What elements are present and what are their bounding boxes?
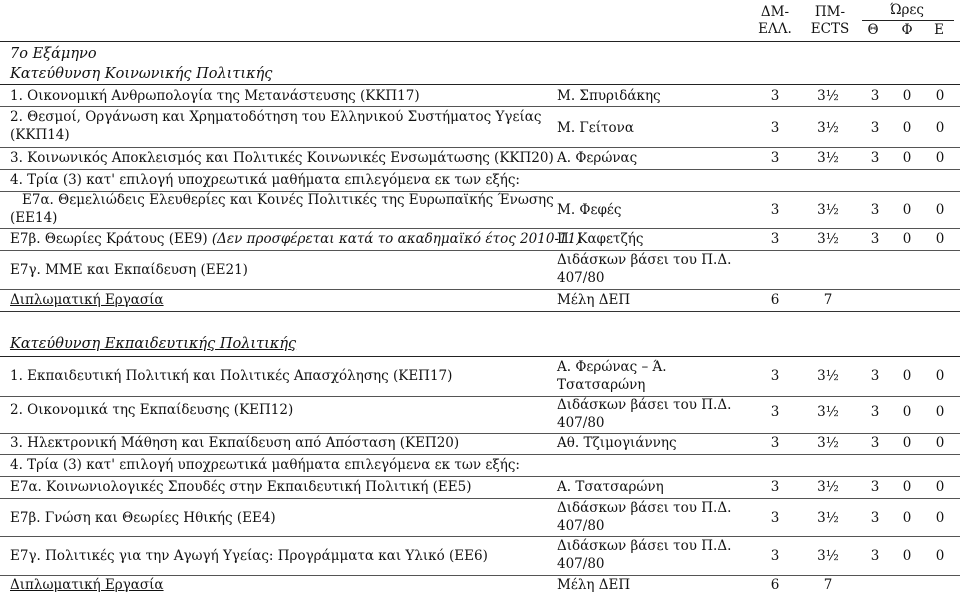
table-row-thesis xyxy=(0,576,960,596)
header-hours-rule xyxy=(862,20,954,21)
course-name: 1. Εκπαιδευτική Πολιτική και Πολιτικές Απασχόλησης (ΚΕΠ17) xyxy=(10,368,453,384)
theta-value: 3 xyxy=(870,435,880,451)
phi-value: 0 xyxy=(902,368,912,384)
pm-value: 7 xyxy=(823,292,833,308)
dm-value: 3 xyxy=(770,368,780,384)
pm-value: 3½ xyxy=(817,368,839,384)
course-name xyxy=(10,231,581,248)
pm-value: 3½ xyxy=(817,510,839,526)
header-e: Ε xyxy=(934,22,944,38)
header-theta: Θ xyxy=(867,22,879,38)
course-name: 4. Τρία (3) κατ' επιλογή υποχρεωτικά μαθήματα επιλεγόμενα εκ των εξής: xyxy=(10,457,520,473)
semester-title: 7ο Εξάμηνο xyxy=(10,46,97,62)
teacher-name-line2: 407/80 xyxy=(557,556,605,572)
phi-value: 0 xyxy=(902,548,912,564)
dm-value: 3 xyxy=(770,435,780,451)
teacher-name: Α. Φερώνας xyxy=(557,150,638,166)
teacher-name: Π. Καφετζής xyxy=(557,231,644,247)
e-value: 0 xyxy=(935,510,945,526)
theta-value: 3 xyxy=(870,479,880,495)
dm-value: 3 xyxy=(770,120,780,136)
divider xyxy=(0,84,960,85)
course-name: Ε7β. Γνώση και Θεωρίες Ηθικής (ΕΕ4) xyxy=(10,510,276,526)
table-row xyxy=(0,537,960,576)
theta-value: 3 xyxy=(870,88,880,104)
theta-value: 3 xyxy=(870,150,880,166)
dm-value: 3 xyxy=(770,510,780,526)
e-value: 0 xyxy=(935,368,945,384)
course-name: 3. Κοινωνικός Αποκλεισμός και Πολιτικές Κοινωνικές Ενσωμάτωσης (ΚΚΠ20) xyxy=(10,150,554,166)
teacher-name-line1: Διδάσκων βάσει του Π.Δ. xyxy=(557,252,732,268)
theta-value: 3 xyxy=(870,510,880,526)
table-row xyxy=(0,358,960,397)
course-name: Ε7γ. ΜΜΕ και Εκπαίδευση (ΕΕ21) xyxy=(10,262,248,278)
header-pm xyxy=(805,4,855,38)
course-name: 3. Ηλεκτρονική Μάθηση και Εκπαίδευση από Απόσταση (ΚΕΠ20) xyxy=(10,435,460,451)
e-value: 0 xyxy=(935,202,945,218)
table-row xyxy=(0,397,960,434)
table-row xyxy=(0,86,960,107)
table-row xyxy=(0,434,960,455)
course-name-line1: Ε7α. Θεμελιώδεις Ελευθερίες και Κοινές Πολιτικές της Ευρωπαϊκής Ένωσης xyxy=(22,192,554,208)
dm-value: 6 xyxy=(770,292,780,308)
teacher-name: Μ. Γείτονα xyxy=(557,120,634,136)
course-name: Ε7γ. Πολιτικές για την Αγωγή Υγείας: Προγράμματα και Υλικό (ΕΕ6) xyxy=(10,548,488,564)
course-title: Ε7β. Θεωρίες Κράτους (ΕΕ9) xyxy=(10,231,208,247)
table-row xyxy=(0,499,960,537)
teacher-name: Α. Τσατσαρώνη xyxy=(557,479,664,495)
e-value: 0 xyxy=(935,150,945,166)
course-name-line2: (ΕΕ14) xyxy=(10,210,58,226)
teacher-name-line1: Α. Φερώνας – Ά. xyxy=(557,359,667,375)
pm-value: 3½ xyxy=(817,88,839,104)
theta-value: 3 xyxy=(870,202,880,218)
dm-value: 3 xyxy=(770,404,780,420)
table-row xyxy=(0,229,960,251)
e-value: 0 xyxy=(935,548,945,564)
course-name-line1: 2. Θεσμοί, Οργάνωση και Χρηματοδότηση του Ελληνικού Συστήματος Υγείας xyxy=(10,109,542,125)
teacher-name: Αθ. Τζιμογιάννης xyxy=(557,435,677,451)
e-value: 0 xyxy=(935,404,945,420)
header-dm-line2: ΕΛΛ. xyxy=(758,21,792,37)
teacher-name: Μ. Φεφές xyxy=(557,202,622,218)
teacher-name-line2: 407/80 xyxy=(557,415,605,431)
theta-value: 3 xyxy=(870,548,880,564)
dm-value: 3 xyxy=(770,202,780,218)
course-note: (Δεν προσφέρεται κατά το ακαδημαϊκό έτος 2010-11) xyxy=(211,231,582,247)
course-name: 4. Τρία (3) κατ' επιλογή υποχρεωτικά μαθήματα επιλεγόμενα εκ των εξής: xyxy=(10,172,520,188)
track1-title: Κατεύθυνση Κοινωνικής Πολιτικής xyxy=(10,66,273,82)
phi-value: 0 xyxy=(902,120,912,136)
teacher-name-line2: 407/80 xyxy=(557,518,605,534)
phi-value: 0 xyxy=(902,479,912,495)
header-pm-line2: ECTS xyxy=(810,21,850,37)
pm-value: 3½ xyxy=(817,404,839,420)
course-name: Διπλωματική Εργασία xyxy=(10,292,164,308)
dm-value: 6 xyxy=(770,577,780,593)
theta-value: 3 xyxy=(870,404,880,420)
e-value: 0 xyxy=(935,231,945,247)
table-row xyxy=(0,148,960,170)
table-header xyxy=(0,0,960,42)
theta-value: 3 xyxy=(870,120,880,136)
divider xyxy=(0,356,960,357)
phi-value: 0 xyxy=(902,150,912,166)
phi-value: 0 xyxy=(902,231,912,247)
pm-value: 3½ xyxy=(817,120,839,136)
table-row xyxy=(0,192,960,229)
course-name: Διπλωματική Εργασία xyxy=(10,577,164,593)
phi-value: 0 xyxy=(902,404,912,420)
table-row xyxy=(0,170,960,192)
phi-value: 0 xyxy=(902,435,912,451)
table-row-thesis xyxy=(0,290,960,312)
course-name: Ε7α. Κοινωνιολογικές Σπουδές στην Εκπαιδευτική Πολιτική (ΕΕ5) xyxy=(10,479,472,495)
header-dm-line1: ΔΜ- xyxy=(760,4,790,20)
phi-value: 0 xyxy=(902,510,912,526)
e-value: 0 xyxy=(935,435,945,451)
pm-value: 3½ xyxy=(817,435,839,451)
pm-value: 3½ xyxy=(817,231,839,247)
theta-value: 3 xyxy=(870,231,880,247)
phi-value: 0 xyxy=(902,202,912,218)
header-dm xyxy=(750,4,800,38)
e-value: 0 xyxy=(935,88,945,104)
table-row xyxy=(0,477,960,499)
dm-value: 3 xyxy=(770,479,780,495)
header-rule xyxy=(0,41,960,42)
dm-value: 3 xyxy=(770,88,780,104)
teacher-name-line2: 407/80 xyxy=(557,270,605,286)
dm-value: 3 xyxy=(770,548,780,564)
phi-value: 0 xyxy=(902,88,912,104)
pm-value: 3½ xyxy=(817,150,839,166)
course-name: 1. Οικονομική Ανθρωπολογία της Μετανάστευσης (ΚΚΠ17) xyxy=(10,88,420,104)
teacher-name-line1: Διδάσκων βάσει του Π.Δ. xyxy=(557,397,732,413)
e-value: 0 xyxy=(935,120,945,136)
dm-value: 3 xyxy=(770,231,780,247)
teacher-name: Μ. Σπυριδάκης xyxy=(557,88,661,104)
course-name: 2. Οικονομικά της Εκπαίδευσης (ΚΕΠ12) xyxy=(10,402,294,418)
teacher-name: Μέλη ΔΕΠ xyxy=(557,292,631,308)
pm-value: 3½ xyxy=(817,548,839,564)
teacher-name: Μέλη ΔΕΠ xyxy=(557,577,631,593)
header-pm-line1: ΠΜ- xyxy=(814,4,846,20)
pm-value: 3½ xyxy=(817,479,839,495)
header-hours: Ώρες xyxy=(889,2,924,18)
table-row xyxy=(0,107,960,148)
pm-value: 7 xyxy=(823,577,833,593)
course-name-line2: (ΚΚΠ14) xyxy=(10,127,70,143)
dm-value: 3 xyxy=(770,150,780,166)
track2-title: Κατεύθυνση Εκπαιδευτικής Πολιτικής xyxy=(10,336,297,352)
teacher-name-line1: Διδάσκων βάσει του Π.Δ. xyxy=(557,538,732,554)
pm-value: 3½ xyxy=(817,202,839,218)
teacher-name-line1: Διδάσκων βάσει του Π.Δ. xyxy=(557,500,732,516)
theta-value: 3 xyxy=(870,368,880,384)
e-value: 0 xyxy=(935,479,945,495)
header-phi: Φ xyxy=(901,22,913,38)
teacher-name-line2: Τσατσαρώνη xyxy=(557,377,646,393)
table-row xyxy=(0,251,960,290)
table-row xyxy=(0,455,960,477)
